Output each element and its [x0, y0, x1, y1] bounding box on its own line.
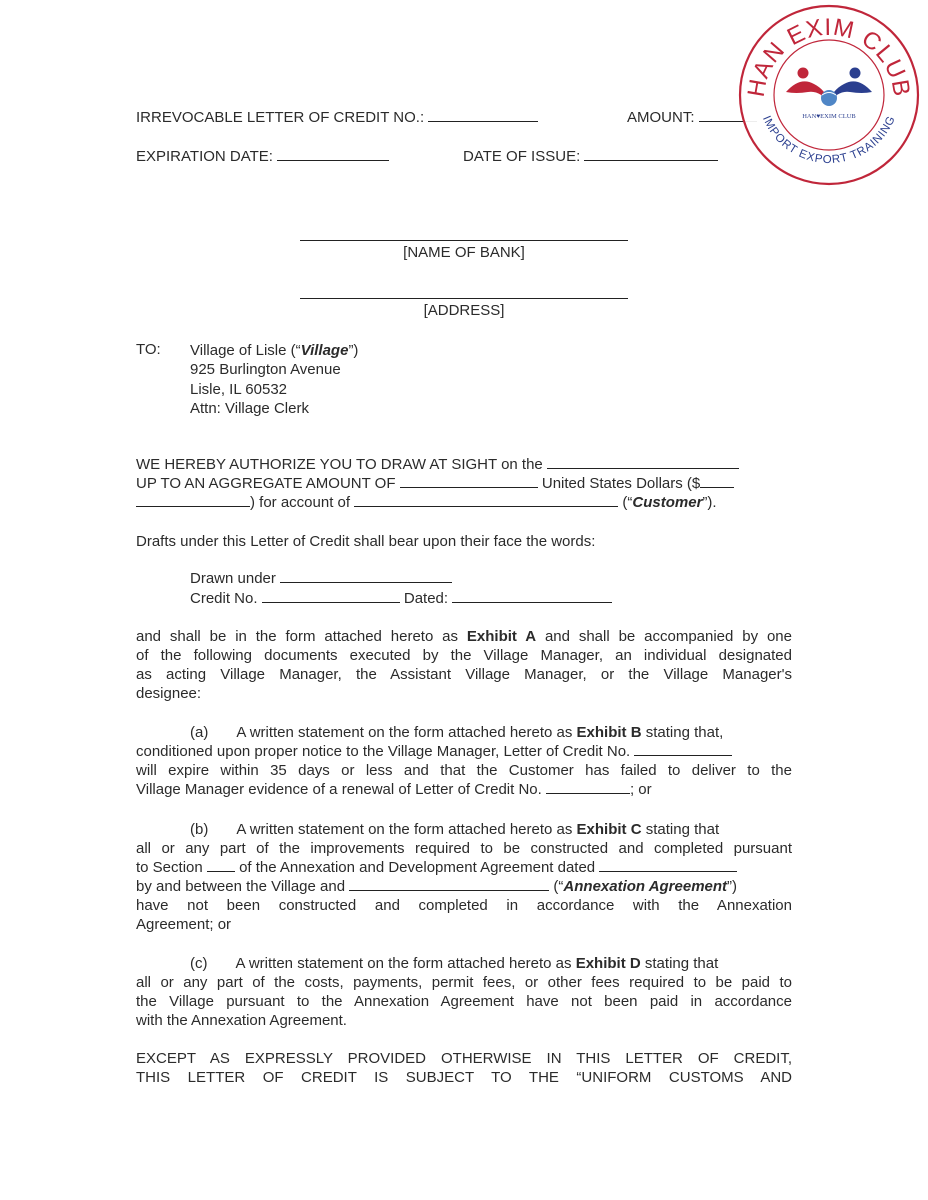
issue-date-field [463, 148, 718, 165]
form-line-2: of the following documents executed by the Village Manager, an individual designated [136, 647, 792, 664]
amount-label: AMOUNT: [627, 109, 695, 126]
addressee-name: Village of Lisle (“Village”) [190, 342, 359, 359]
authorization-line-1: WE HEREBY AUTHORIZE YOU TO DRAW AT SIGHT on the [136, 455, 792, 474]
bank-name-line [300, 240, 628, 241]
form-line-1: and shall be in the form attached hereto as Exhibit A and shall be accompanied by one [136, 628, 792, 645]
form-paragraph [136, 627, 792, 703]
closing-line-2: THIS LETTER OF CREDIT IS SUBJECT TO THE “UNIFORM CUSTOMS AND [136, 1069, 792, 1086]
bank-address-line [300, 298, 628, 299]
issue-date-label: DATE OF ISSUE: [463, 148, 581, 165]
item-a-line-4: Village Manager evidence of a renewal of Letter of Credit No. ; or [136, 781, 652, 798]
drawn-under-field: Drawn under [190, 570, 452, 587]
authorization-line-3: ) for account of (“Customer”). [136, 493, 792, 512]
han-exim-club-stamp [734, 0, 924, 190]
expiration-date-blank [277, 159, 389, 161]
stamp-top-text: HAN EXIM CLUB [742, 13, 916, 99]
addressee-street: 925 Burlington Avenue [190, 361, 341, 379]
item-a-line-1: (a) A written statement on the form attached hereto as Exhibit B stating that, [190, 724, 724, 741]
credit-no-field: Credit No. Dated: [190, 590, 612, 607]
issue-date-blank [584, 159, 718, 161]
item-a [136, 723, 792, 799]
to-label: TO: [136, 341, 161, 358]
item-b-line-6: Agreement; or [136, 916, 232, 933]
addressee-attn: Attn: Village Clerk [190, 399, 309, 417]
authorization-paragraph [136, 455, 792, 512]
item-a-line-3: will expire within 35 days or less and that the Customer has failed to deliver to the [136, 762, 792, 779]
loc-number-blank [428, 120, 538, 122]
bank-address-label: [ADDRESS] [423, 302, 505, 319]
form-line-3: as acting Village Manager, the Assistant Village Manager, or the Village Manager's [136, 666, 792, 683]
expiration-date-field [136, 148, 389, 165]
item-b [136, 820, 792, 934]
item-c-line-4: with the Annexation Agreement. [136, 1012, 347, 1029]
stamp-bottom-text: IMPORT EXPORT TRAINING [760, 113, 899, 167]
item-b-line-1: (b) A written statement on the form attached hereto as Exhibit C stating that [190, 821, 720, 838]
addressee-block [190, 341, 358, 418]
item-c-line-2: all or any part of the costs, payments, permit fees, or other fees required to be paid to [136, 974, 792, 991]
closing-paragraph [136, 1049, 792, 1087]
bank-name-label: [NAME OF BANK] [403, 244, 525, 261]
loc-number-label: IRREVOCABLE LETTER OF CREDIT NO.: [136, 109, 425, 126]
item-b-line-5: have not been constructed and completed in accordance with the Annexation [136, 897, 792, 914]
expiration-date-label: EXPIRATION DATE: [136, 148, 273, 165]
authorization-line-2: UP TO AN AGGREGATE AMOUNT OF United States Dollars ($ [136, 474, 792, 493]
item-b-line-4: by and between the Village and (“Annexation Agreement”) [136, 878, 738, 895]
loc-number-field [136, 109, 538, 126]
item-b-line-2: all or any part of the improvements required to be constructed and completed pursuant [136, 840, 792, 857]
item-c [136, 954, 792, 1030]
closing-line-1: EXCEPT AS EXPRESSLY PROVIDED OTHERWISE IN THIS LETTER OF CREDIT, [136, 1050, 792, 1067]
stamp-center-text: HAN♥EXIM CLUB [802, 113, 856, 120]
item-c-line-1: (c) A written statement on the form attached hereto as Exhibit D stating that [190, 955, 719, 972]
item-a-line-2: conditioned upon proper notice to the Village Manager, Letter of Credit No. [136, 742, 792, 761]
item-c-line-3: the Village pursuant to the Annexation Agreement have not been paid in accordance [136, 993, 792, 1010]
form-line-4: designee: [136, 685, 202, 702]
addressee-city: Lisle, IL 60532 [190, 380, 288, 398]
item-b-line-3: to Section of the Annexation and Development Agreement dated [136, 858, 792, 877]
drafts-intro: Drafts under this Letter of Credit shall bear upon their face the words: [136, 533, 596, 550]
